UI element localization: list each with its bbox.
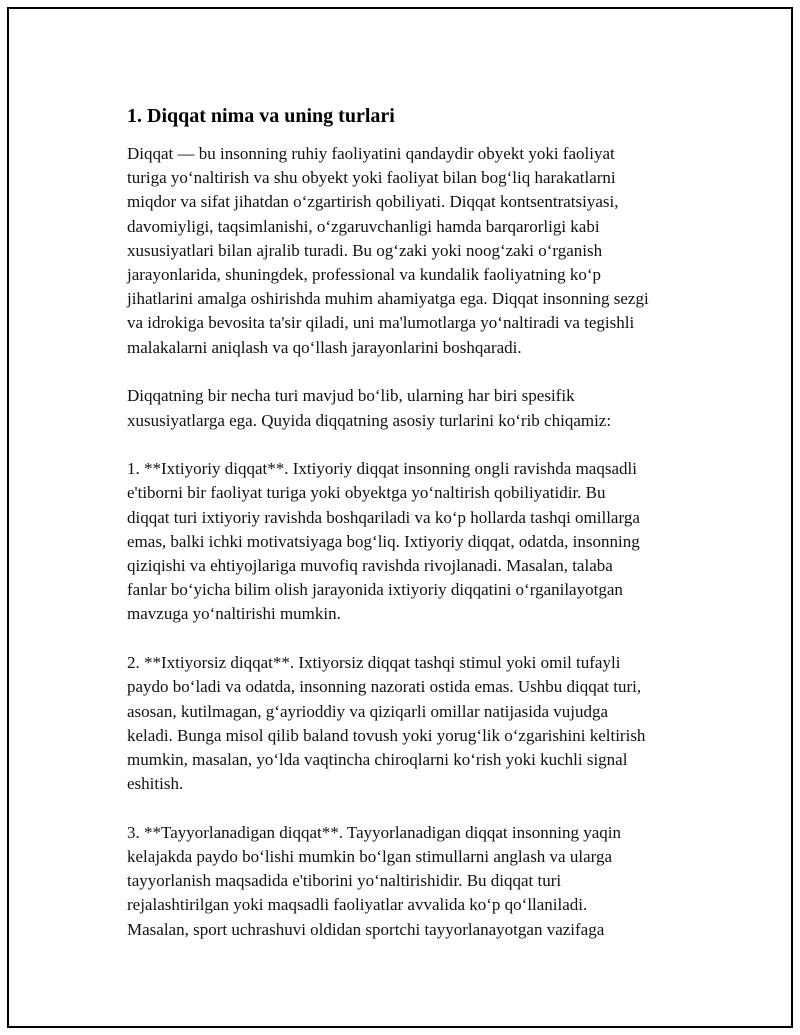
text-line: turiga yo‘naltirish va shu obyekt yoki faoliyat bilan bog‘liq harakatlarni bbox=[127, 168, 616, 188]
paragraph bbox=[127, 821, 697, 942]
paragraph bbox=[127, 457, 697, 626]
text-line: asosan, kutilmagan, g‘ayrioddiy va qiziqarli omillar natijasida vujudga bbox=[127, 701, 609, 721]
text-line: Diqqatning bir necha turi mavjud bo‘lib, ularning har biri spesifik bbox=[127, 386, 575, 406]
text-line: 3. **Tayyorlanadigan diqqat**. Tayyorlanadigan diqqat insonning yaqin bbox=[127, 822, 621, 842]
text-line: xususiyatlari bilan ajralib turadi. Bu og‘zaki yoki noog‘zaki o‘rganish bbox=[127, 240, 603, 260]
paragraph bbox=[127, 142, 697, 360]
text-line: 2. **Ixtiyorsiz diqqat**. Ixtiyorsiz diqqat tashqi stimul yoki omil tufayli bbox=[127, 653, 621, 673]
text-line: tayyorlanish maqsadida e'tiborini yo‘naltirishidir. Bu diqqat turi bbox=[127, 871, 562, 891]
paragraph bbox=[127, 384, 697, 432]
text-line: jarayonlarida, shuningdek, professional va kundalik faoliyatning ko‘p bbox=[127, 265, 601, 285]
paragraphs-container bbox=[127, 142, 697, 942]
text-line: mumkin, masalan, yo‘lda vaqtincha chiroqlarni ko‘rish yoki kuchli signal bbox=[127, 749, 628, 769]
text-line: rejalashtirilgan yoki maqsadli faoliyatlar avvalida ko‘p qo‘llaniladi. bbox=[127, 895, 588, 915]
text-line: Diqqat — bu insonning ruhiy faoliyatini qandaydir obyekt yoki faoliyat bbox=[127, 144, 615, 163]
text-line: malakalarni aniqlash va qo‘llash jarayonlarini boshqaradi. bbox=[127, 337, 522, 357]
text-line: kelajakda paydo bo‘lishi mumkin bo‘lgan stimullarni anglash va ularga bbox=[127, 847, 613, 867]
text-line: Masalan, sport uchrashuvi oldidan sportchi tayyorlanayotgan vazifaga bbox=[127, 919, 605, 939]
text-line: e'tiborni bir faoliyat turiga yoki obyektga yo‘naltirish qobiliyatidir. Bu bbox=[127, 483, 606, 503]
text-line: davomiyligi, taqsimlanishi, o‘zgaruvchanligi hamda barqarorligi kabi bbox=[127, 216, 600, 236]
text-line: miqdor va sifat jihatdan o‘zgartirish qobiliyati. Diqqat kontsentratsiyasi, bbox=[127, 192, 619, 212]
paragraph bbox=[127, 651, 697, 796]
text-line: diqqat turi ixtiyoriy ravishda boshqariladi va ko‘p hollarda tashqi omillarga bbox=[127, 507, 640, 527]
text-line: 1. **Ixtiyoriy diqqat**. Ixtiyoriy diqqat insonning ongli ravishda maqsadli bbox=[127, 459, 637, 479]
text-line: va idrokiga bevosita ta'sir qiladi, uni ma'lumotlarga yo‘naltiradi va tegishli bbox=[127, 313, 635, 333]
text-line: paydo bo‘ladi va odatda, insonning nazorati ostida emas. Ushbu diqqat turi, bbox=[127, 677, 642, 697]
page-frame bbox=[7, 7, 793, 1028]
text-line: qiziqishi va ehtiyojlariga muvofiq ravishda rivojlanadi. Masalan, talaba bbox=[127, 556, 613, 576]
text-line: emas, balki ichki motivatsiyaga bog‘liq. Ixtiyoriy diqqat, odatda, insonning bbox=[127, 531, 640, 551]
document-body bbox=[127, 104, 697, 966]
text-line: xususiyatlarga ega. Quyida diqqatning asosiy turlarini ko‘rib chiqamiz: bbox=[127, 410, 612, 430]
section-heading: 1. Diqqat nima va uning turlari bbox=[127, 105, 395, 127]
text-line: eshitish. bbox=[127, 774, 184, 794]
text-line: keladi. Bunga misol qilib baland tovush yoki yorug‘lik o‘zgarishini keltirish bbox=[127, 725, 646, 745]
text-line: mavzuga yo‘naltirishi mumkin. bbox=[127, 604, 341, 624]
text-line: jihatlarini amalga oshirishda muhim ahamiyatga ega. Diqqat insonning sezgi bbox=[127, 289, 649, 309]
text-line: fanlar bo‘yicha bilim olish jarayonida ixtiyoriy diqqatini o‘rganilayotgan bbox=[127, 580, 623, 600]
